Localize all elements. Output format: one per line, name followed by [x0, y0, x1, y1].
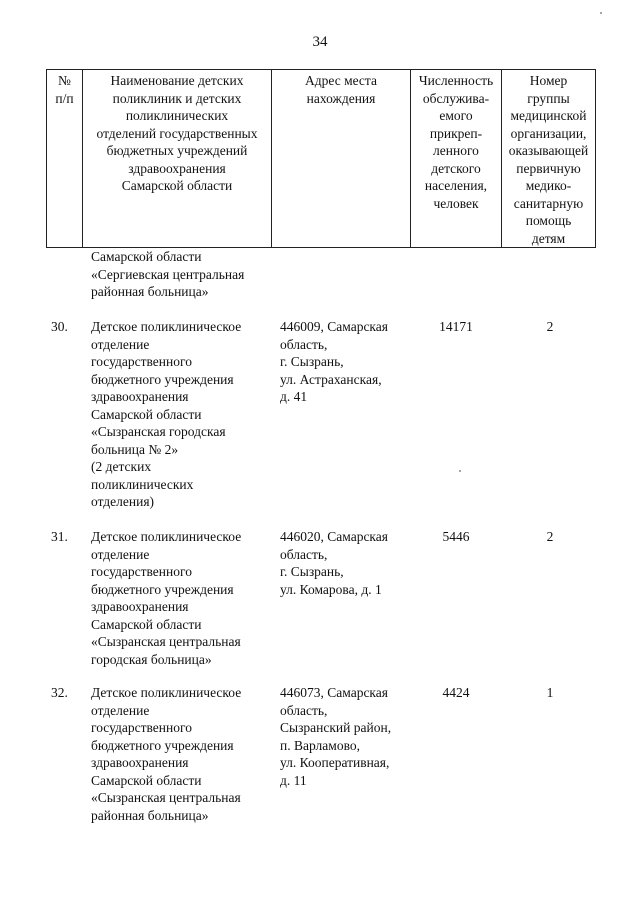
row-institution-name	[91, 318, 276, 511]
continuation-text	[91, 248, 244, 301]
name-line: здравоохранения	[91, 599, 189, 614]
row-address	[280, 318, 415, 406]
header-text: детям	[531, 230, 566, 246]
header-text: медико-	[525, 178, 572, 193]
name-line: государственного	[91, 354, 192, 369]
name-line: государственного	[91, 564, 192, 579]
name-line: Самарской области	[91, 772, 202, 788]
row-institution-name	[91, 684, 276, 824]
name-line: районная больница»	[91, 807, 209, 823]
header-text: здравоохранения	[128, 160, 226, 176]
header-text: поликлиник и детских	[112, 90, 242, 106]
name-line: бюджетного учреждения	[91, 581, 234, 597]
row-population: 5446	[442, 529, 470, 544]
header-text: Численность	[418, 73, 494, 88]
address-line: 446020, Самарская	[280, 529, 388, 544]
header-text: Адрес места	[305, 73, 377, 88]
header-text: помощь	[525, 213, 572, 228]
header-text: человек	[433, 195, 479, 211]
name-line: Самарской области	[91, 616, 202, 632]
header-text: бюджетных учреждений	[106, 143, 248, 158]
address-line: ул. Комарова, д. 1	[280, 581, 382, 597]
name-line: «Сызранская центральная	[91, 634, 241, 649]
header-text: емого	[439, 108, 473, 123]
header-text: поликлинических	[125, 108, 229, 123]
address-line: д. 11	[280, 772, 307, 788]
name-line: Детское поликлиническое	[91, 319, 242, 334]
header-text: группы	[527, 90, 570, 106]
name-line: «Сызранская центральная	[91, 790, 241, 805]
name-line: Самарской области	[91, 406, 202, 422]
row-group: 1	[546, 685, 554, 700]
header-text: Самарской области	[121, 178, 233, 193]
header-text: обслужива-	[422, 90, 490, 106]
row-number: 30.	[51, 319, 68, 334]
address-line: ул. Астраханская,	[280, 371, 382, 387]
name-line: государственного	[91, 720, 192, 735]
header-col-population	[411, 70, 502, 248]
name-line: отделение	[91, 546, 150, 562]
header-text: оказывающей	[508, 143, 589, 158]
name-line: городская больница»	[91, 651, 212, 667]
address-line: ул. Кооперативная,	[280, 755, 390, 770]
name-line: здравоохранения	[91, 755, 189, 770]
header-col-address	[272, 70, 411, 248]
name-line: отделения)	[91, 494, 155, 509]
address-line: п. Варламово,	[280, 737, 360, 753]
name-line: Детское поликлиническое	[91, 529, 242, 544]
header-text: населения,	[424, 178, 488, 193]
address-line: д. 41	[280, 389, 308, 404]
header-text: №	[58, 73, 71, 88]
page-number: 34	[312, 34, 328, 50]
header-text: отделений государственных	[96, 125, 258, 141]
row-address	[280, 528, 415, 598]
continuation-line: «Сергиевская центральная	[91, 266, 245, 282]
address-line: область,	[280, 336, 328, 352]
row-population: 4424	[442, 685, 470, 700]
header-text: первичную	[516, 160, 581, 176]
address-line: г. Сызрань,	[280, 354, 344, 369]
name-line: больница № 2»	[91, 441, 179, 457]
header-col-num	[47, 70, 83, 248]
scan-speck	[600, 12, 602, 14]
name-line: «Сызранская городская	[91, 424, 226, 439]
name-line: Детское поликлиническое	[91, 685, 242, 700]
address-line: г. Сызрань,	[280, 564, 344, 579]
row-population: 14171	[439, 319, 473, 334]
header-text: организации,	[510, 125, 587, 141]
name-line: бюджетного учреждения	[91, 737, 234, 753]
header-text: Номер	[529, 73, 568, 88]
continuation-line: Самарской области	[91, 249, 202, 264]
name-line: отделение	[91, 336, 150, 352]
row-number: 32.	[51, 685, 68, 700]
address-line: Сызранский район,	[280, 720, 392, 735]
name-line: отделение	[91, 702, 150, 718]
header-text: прикреп-	[429, 125, 483, 141]
row-institution-name	[91, 528, 276, 668]
name-line: поликлинических	[91, 476, 194, 492]
scan-speck	[459, 470, 461, 472]
header-col-group	[502, 70, 596, 248]
name-line: (2 детских	[91, 459, 152, 474]
row-address	[280, 684, 415, 789]
header-col-name	[83, 70, 272, 248]
row-group: 2	[546, 529, 554, 544]
name-line: здравоохранения	[91, 389, 189, 404]
name-line: бюджетного учреждения	[91, 371, 234, 387]
header-text: нахождения	[306, 90, 376, 106]
row-number: 31.	[51, 529, 68, 544]
address-line: 446073, Самарская	[280, 685, 388, 700]
table-header	[46, 69, 596, 248]
row-group: 2	[546, 319, 554, 334]
address-line: область,	[280, 546, 328, 562]
header-text: медицинской	[510, 108, 587, 123]
header-text: детского	[431, 160, 481, 176]
header-text: Наименование детских	[110, 73, 244, 88]
header-text: п/п	[55, 90, 74, 106]
continuation-line: районная больница»	[91, 284, 209, 299]
header-text: ленного	[433, 143, 479, 158]
address-line: область,	[280, 702, 328, 718]
address-line: 446009, Самарская	[280, 319, 388, 334]
header-text: санитарную	[513, 195, 584, 211]
